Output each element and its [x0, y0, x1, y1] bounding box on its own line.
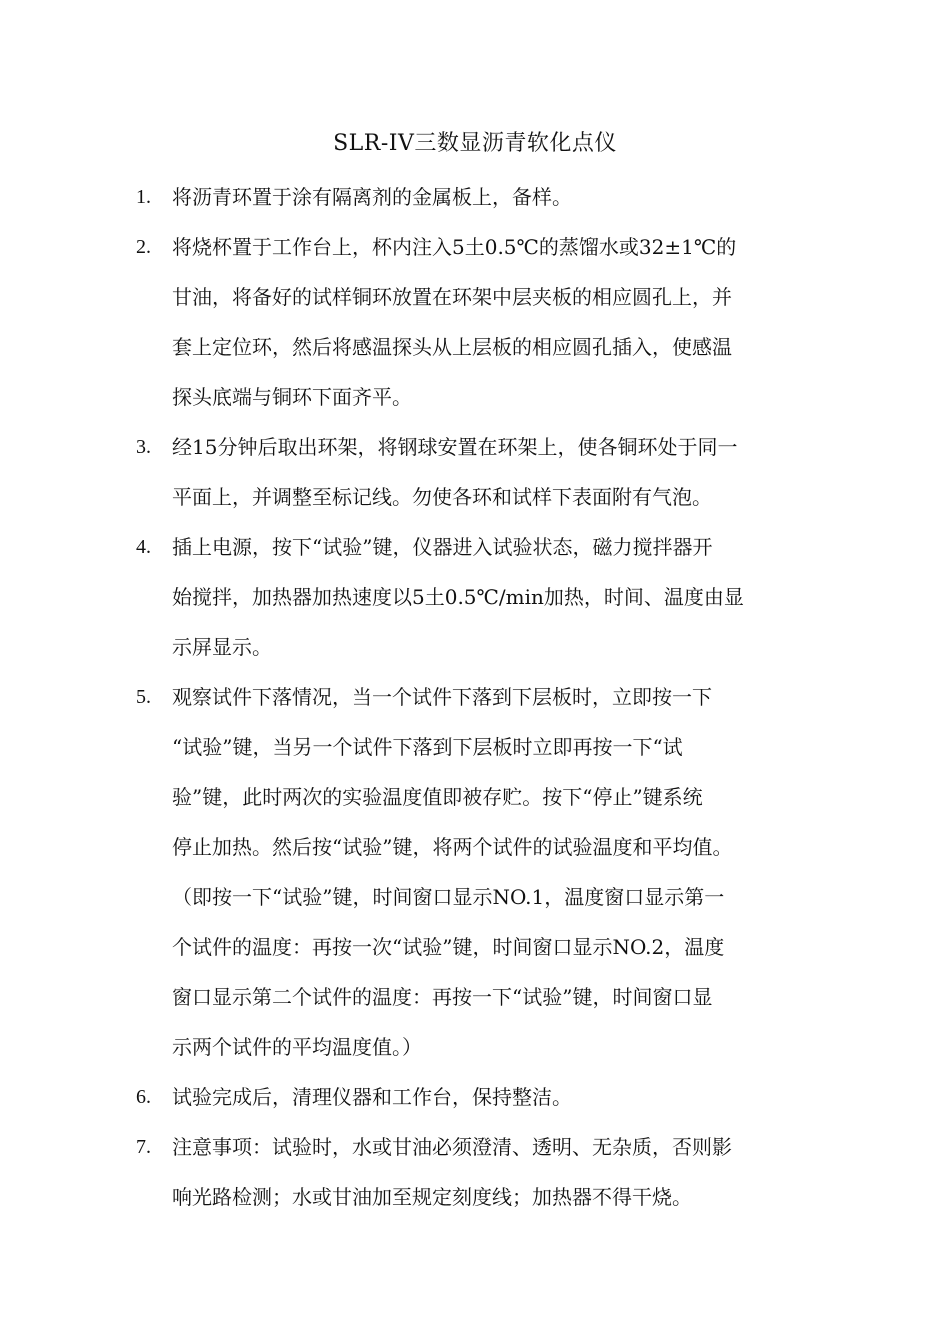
step-text-line: 套上定位环，然后将感温探头从上层板的相应圆孔插入，使感温 — [172, 335, 732, 359]
step-text-line: 始搅拌，加热器加热速度以5土0.5℃/min加热，时间、温度由显 — [172, 585, 744, 609]
step-text-line: 注意事项：试验时，水或甘油必须澄清、透明、无杂质，否则影 — [172, 1135, 732, 1159]
step-text-line: 示两个试件的平均温度值。） — [172, 1035, 422, 1059]
step-text-line: 将烧杯置于工作台上，杯内注入5土0.5℃的蒸馏水或32±1℃的 — [172, 235, 737, 259]
step-text-line: 将沥青环置于涂有隔离剂的金属板上，备样。 — [172, 185, 572, 209]
step-text-line: 个试件的温度：再按一次“试验”键，时间窗口显示NO.2，温度 — [172, 935, 725, 959]
procedure-step-6 — [0, 1072, 950, 1122]
step-text-line: 窗口显示第二个试件的温度：再按一下“试验”键，时间窗口显 — [172, 985, 713, 1009]
step-text-line: 试验完成后，清理仪器和工作台，保持整洁。 — [172, 1085, 572, 1109]
step-text-line: 平面上，并调整至标记线。勿使各环和试样下表面附有气泡。 — [172, 485, 712, 509]
step-number: 3. — [136, 436, 151, 458]
step-number: 2. — [136, 236, 151, 258]
step-number: 6. — [136, 1086, 151, 1108]
step-text-line: 响光路检测；水或甘油加至规定刻度线；加热器不得干烧。 — [172, 1185, 692, 1209]
step-number: 5. — [136, 686, 151, 708]
step-text-line: 甘油，将备好的试样铜环放置在环架中层夹板的相应圆孔上，并 — [172, 285, 732, 309]
step-text-line: （即按一下“试验”键，时间窗口显示NO.1，温度窗口显示第一 — [172, 885, 725, 909]
step-number: 1. — [136, 186, 151, 208]
procedure-step-4 — [0, 522, 950, 672]
step-number: 4. — [136, 536, 151, 558]
step-text-line: 观察试件下落情况，当一个试件下落到下层板时，立即按一下 — [172, 685, 712, 709]
procedure-step-3 — [0, 422, 950, 522]
step-text-line: 停止加热。然后按“试验”键，将两个试件的试验温度和平均值。 — [172, 835, 733, 859]
step-text-line: 经15分钟后取出环架，将钢球安置在环架上，使各铜环处于同一 — [172, 435, 738, 459]
procedure-step-1 — [0, 172, 950, 222]
step-text-line: 插上电源，按下“试验”键，仪器进入试验状态，磁力搅拌器开 — [172, 535, 713, 559]
procedure-step-2 — [0, 222, 950, 422]
step-text-line: “试验”键，当另一个试件下落到下层板时立即再按一下“试 — [172, 735, 683, 759]
step-number: 7. — [136, 1136, 151, 1158]
procedure-step-7 — [0, 1122, 950, 1222]
procedure-step-5 — [0, 672, 950, 1072]
document-title: SLR-IV三数显沥青软化点仪 — [333, 131, 617, 156]
step-text-line: 示屏显示。 — [172, 635, 272, 659]
procedure-list — [0, 172, 950, 1222]
step-text-line: 验”键，此时两次的实验温度值即被存贮。按下“停止”键系统 — [172, 785, 703, 809]
step-text-line: 探头底端与铜环下面齐平。 — [172, 385, 412, 409]
